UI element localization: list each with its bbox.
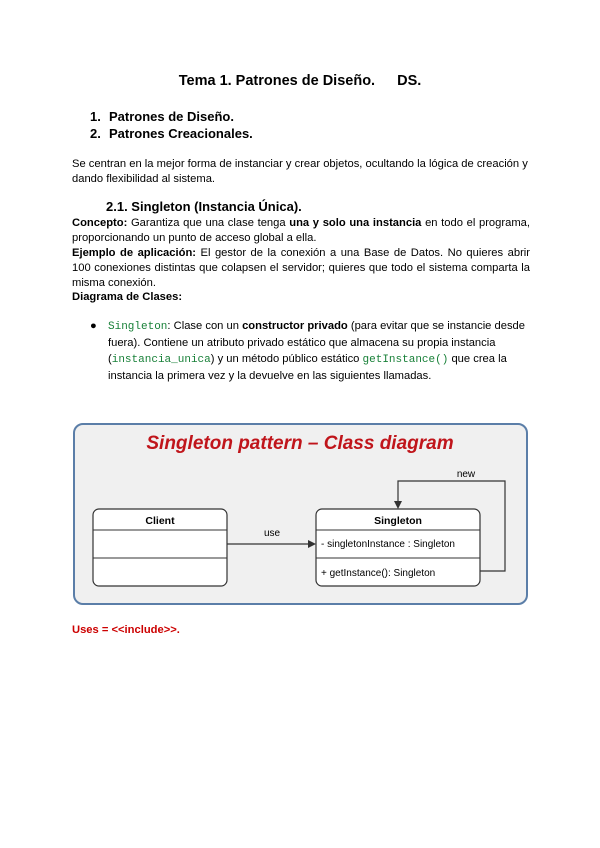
class-diagram (73, 423, 528, 605)
bullet-bold: constructor privado (242, 320, 348, 332)
diagrama-label: Diagrama de Clases: (72, 291, 183, 303)
singleton-class (316, 509, 480, 586)
concepto-paragraph (72, 216, 530, 246)
footer-note: Uses = <<include>>. (72, 624, 180, 636)
intro-line: dando flexibilidad al sistema. (72, 173, 216, 185)
outline-label: Patrones de Diseño. (109, 109, 234, 124)
bullet-dot-icon: ● (90, 320, 97, 332)
section-heading: 2.1. Singleton (Instancia Única). (106, 199, 302, 214)
concepto-bold: una y solo una instancia (289, 217, 422, 229)
client-name: Client (145, 515, 175, 527)
use-label: use (263, 528, 281, 539)
code-singleton: Singleton (108, 321, 168, 333)
title-main: Tema 1. Patrones de Diseño. (178, 73, 376, 89)
ejemplo-paragraph (72, 246, 530, 291)
concepto-label: Concepto: (72, 217, 128, 229)
intro-paragraph (72, 157, 532, 187)
singleton-attribute: - singletonInstance : Singleton (321, 539, 455, 550)
concepto-text: Garantiza que una clase tenga (127, 217, 290, 229)
concepto-text-end: en todo el programa, proporcionando un punto de acceso global a ella. (72, 217, 530, 244)
outline-number: 1. (90, 109, 101, 124)
client-class (93, 509, 227, 586)
code-getinstance: getInstance() (362, 354, 449, 366)
singleton-method: + getInstance(): Singleton (321, 568, 436, 579)
ejemplo-label: Ejemplo de aplicación: (72, 247, 197, 259)
outline-number: 2. (90, 126, 101, 141)
bullet-text: Singleton: Clase con un constructor privado (para evitar que se instancie desde fuera). Contiene un atributo privado estático que almacena su propia instancia (instancia_unica) y un método público estático getInstance() que crea la instancia la primera vez y la devuelve en las siguientes llamadas. (108, 320, 525, 382)
ejemplo-text: El gestor de la conexión a una Base de Datos. No quieres abrir 100 conexiones distintas que colapsen el servidor; quieres que todo el sistema comparta la misma conexión. (72, 247, 531, 289)
code-instancia-unica: instancia_unica (111, 354, 211, 366)
outline-list (90, 108, 253, 142)
new-label: new (456, 469, 476, 480)
title-suffix: DS. (397, 73, 422, 89)
singleton-name: Singleton (374, 515, 422, 527)
outline-item (90, 108, 253, 125)
diagram-title: Singleton pattern – Class diagram (146, 433, 454, 454)
outline-label: Patrones Creacionales. (109, 126, 253, 141)
intro-line: Se centran en la mejor forma de instanciar y crear objetos, ocultando la lógica de creación y (72, 158, 528, 170)
page-title (0, 73, 600, 89)
outline-item (90, 125, 253, 142)
